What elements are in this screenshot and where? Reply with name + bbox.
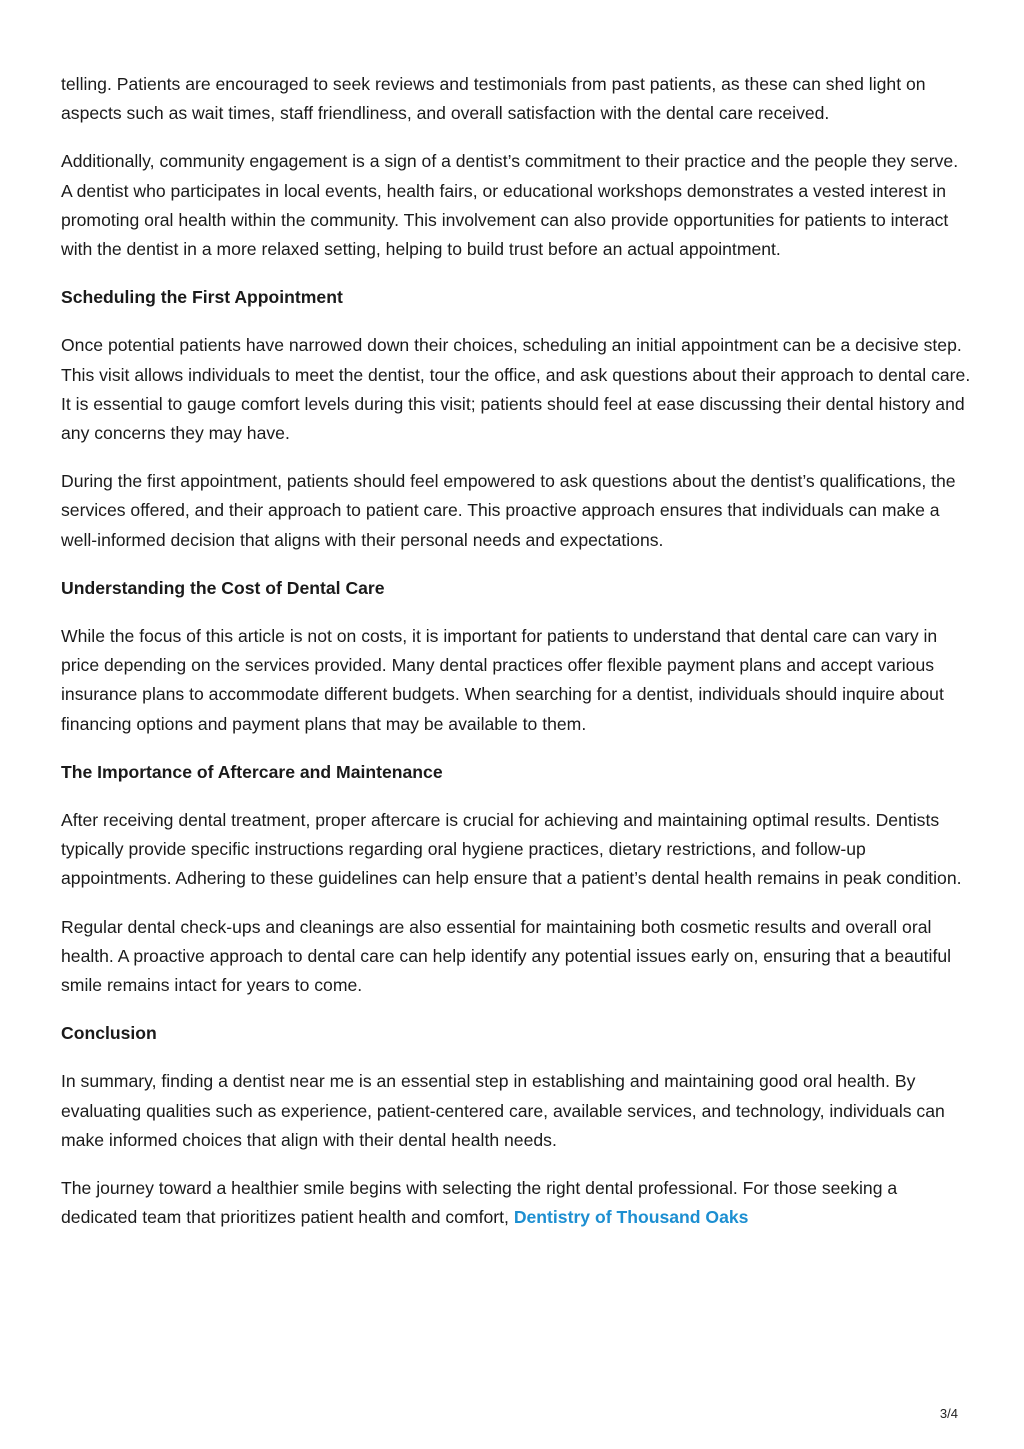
dentistry-of-thousand-oaks-link[interactable]: Dentistry of Thousand Oaks [513,1207,749,1228]
paragraph-initial-appointment: Once potential patients have narrowed down their choices, scheduling an initial appointment can be a decisive step. This visit allows individuals to meet the dentist, tour the office, and ask questions about their approach to dental care. It is essential to gauge comfort levels during this visit; patients should feel at ease discussing their dental history and any concerns they may have. [61,335,971,444]
heading-cost: Understanding the Cost of Dental Care [61,577,385,598]
paragraph-aftercare: After receiving dental treatment, proper aftercare is crucial for achieving and maintaining optimal results. Dentists typically provide specific instructions regarding oral hygiene practices, dietary restrictions, and follow-up appointments. Adhering to these guidelines can help ensure that a patient’s dental health remains in peak condition. [61,810,962,889]
page-number: 3/4 [939,1406,958,1421]
heading-scheduling: Scheduling the First Appointment [61,287,343,308]
paragraph-first-appointment-questions: During the first appointment, patients should feel empowered to ask questions about the dentist’s qualifications, the services offered, and their approach to patient care. This proactive approach ensures that individuals can make a well-informed decision that aligns with their personal needs and expectations. [61,471,956,550]
heading-conclusion: Conclusion [61,1023,157,1044]
paragraph-journey [61,1174,971,1232]
document-body [61,70,971,1252]
heading-aftercare: The Importance of Aftercare and Maintenance [61,761,443,782]
paragraph-checkups: Regular dental check-ups and cleanings are also essential for maintaining both cosmetic results and overall oral health. A proactive approach to dental care can help identify any potential issues early on, ensuring that a beautiful smile remains intact for years to come. [61,916,952,996]
paragraph-community-engagement: Additionally, community engagement is a sign of a dentist’s commitment to their practice and the people they serve. A dentist who participates in local events, health fairs, or educational workshops demonstrates a vested interest in promoting oral health within the community. This involvement can also provide opportunities for patients to interact with the dentist in a more relaxed setting, helping to build trust before an actual appointment. [61,151,959,260]
paragraph-cost: While the focus of this article is not on costs, it is important for patients to understand that dental care can vary in price depending on the services provided. Many dental practices offer flexible payment plans and accept various insurance plans to accommodate different budgets. When searching for a dentist, individuals should inquire about financing options and payment plans that may be available to them. [61,626,944,734]
paragraph-summary: In summary, finding a dentist near me is an essential step in establishing and maintaining good oral health. By evaluating qualities such as experience, patient-centered care, available services, and technology, individuals can make informed choices that align with their dental health needs. [61,1071,945,1150]
paragraph-journey-text: The journey toward a healthier smile begins with selecting the right dental professional. For those seeking a dedicated team that prioritizes patient health and comfort, [61,1178,898,1228]
paragraph-reviews: telling. Patients are encouraged to seek reviews and testimonials from past patients, as these can shed light on aspects such as wait times, staff friendliness, and overall satisfaction with the dental care received. [61,74,926,124]
